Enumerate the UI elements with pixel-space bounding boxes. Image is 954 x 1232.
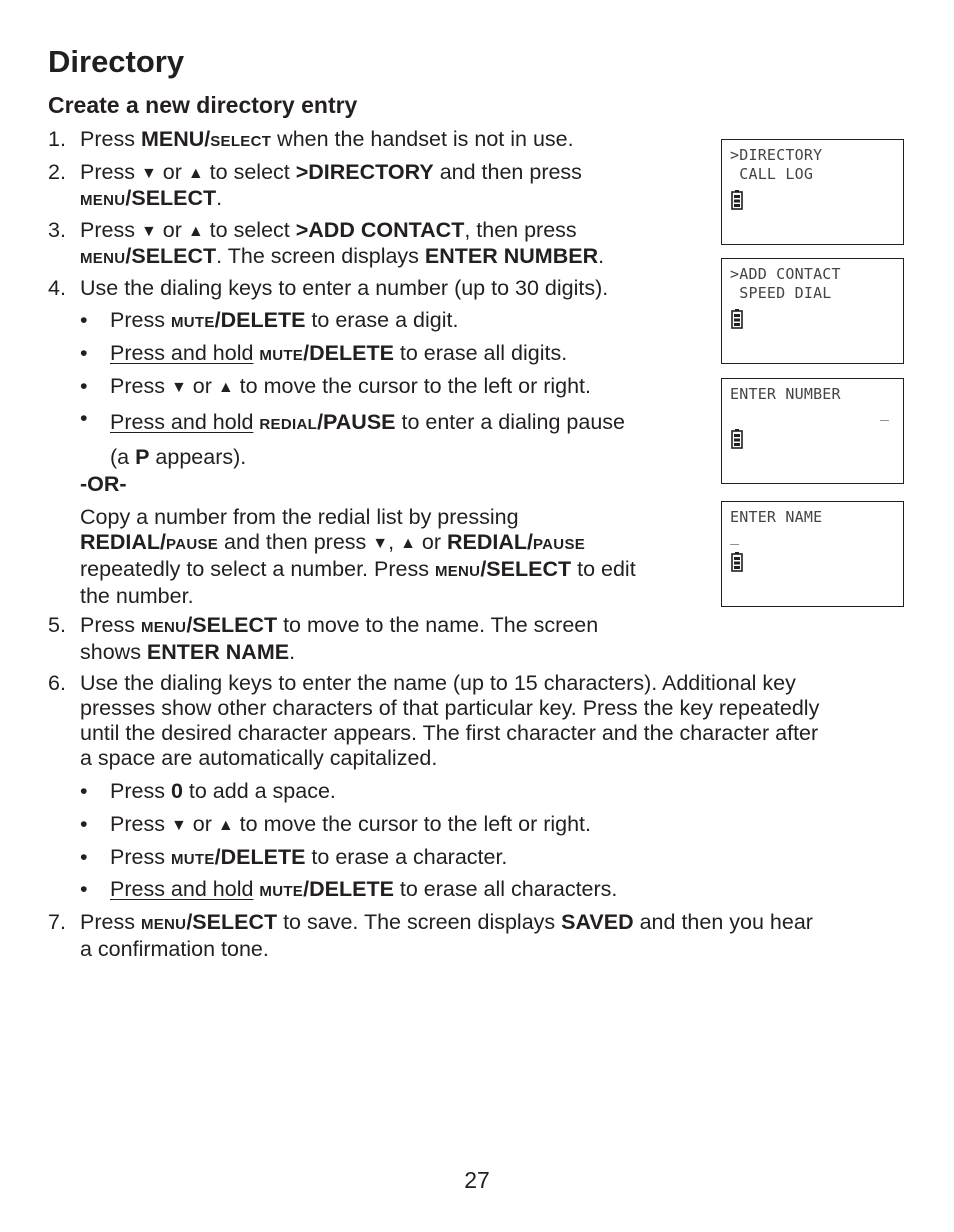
handset-screen-enter-number (721, 378, 904, 484)
step-3-text: Press ▼ or ▲ to select >ADD CONTACT, then press MENU/SELECT. The screen displays ENTER NUMBER. (80, 218, 605, 268)
step-4-text: Use the dialing keys to enter a number (up to 30 digits). (80, 276, 609, 300)
step-4-bullet-3: Press ▼ or ▲ to move the cursor to the left or right. (110, 374, 592, 398)
step-6-bullet-3: Press MUTE/DELETE to erase a character. (110, 845, 508, 869)
bullet: • (80, 845, 88, 869)
step-5-text: Press MENU/SELECT to move to the name. The screen shows ENTER NAME. (80, 613, 599, 664)
section-heading: Create a new directory entry (48, 92, 358, 118)
step-number: 3. (48, 218, 66, 242)
battery-icon (731, 190, 743, 210)
page-title: Directory (48, 44, 185, 79)
up-triangle-icon: ▲ (187, 165, 204, 182)
handset-screen-add-contact (721, 258, 904, 364)
step-number: 7. (48, 910, 66, 934)
step-number: 2. (48, 160, 66, 184)
screen-line: CALL LOG (730, 165, 814, 183)
bullet: • (80, 812, 88, 836)
screen-cursor: _ (879, 403, 889, 421)
step-number: 4. (48, 276, 66, 300)
step-4-bullet-2: Press and hold MUTE/DELETE to erase all digits. (110, 341, 568, 365)
bullet: • (80, 406, 88, 430)
down-triangle-icon: ▼ (170, 817, 187, 834)
or-separator: -OR- (80, 472, 127, 496)
step-6-text: Use the dialing keys to enter the name (up to 15 characters). Additional key presses show other characters of that particular key. Press the key repeatedly until the desired character appears. The first character and the character after a space are automatically capitalized. (80, 671, 820, 770)
bullet: • (80, 779, 88, 803)
step-7-text: Press MENU/SELECT to save. The screen displays SAVED and then you hear a confirmation tone. (80, 910, 813, 961)
down-triangle-icon: ▼ (140, 223, 157, 240)
battery-icon (731, 552, 743, 572)
step-4-alternative: Copy a number from the redial list by pressing REDIAL/PAUSE and then press ▼, ▲ or REDIAL/PAUSE repeatedly to select a number. Press MENU/SELECT to edit the number. (80, 505, 636, 608)
up-triangle-icon: ▲ (217, 379, 234, 396)
screen-line: ENTER NAME (730, 508, 823, 526)
step-number: 5. (48, 613, 66, 637)
bullet: • (80, 877, 88, 901)
down-triangle-icon: ▼ (372, 535, 389, 552)
bullet: • (80, 374, 88, 398)
down-triangle-icon: ▼ (170, 379, 187, 396)
screen-cursor: _ (730, 527, 740, 545)
up-triangle-icon: ▲ (400, 535, 416, 552)
battery-icon (731, 309, 743, 329)
step-6-bullet-2: Press ▼ or ▲ to move the cursor to the left or right. (110, 812, 592, 836)
battery-icon (731, 429, 743, 449)
up-triangle-icon: ▲ (217, 817, 234, 834)
handset-screen-directory (721, 139, 904, 245)
step-6-bullet-4: Press and hold MUTE/DELETE to erase all characters. (110, 877, 618, 901)
step-number: 6. (48, 671, 66, 695)
bullet: • (80, 341, 88, 365)
screen-line: >ADD CONTACT (730, 265, 841, 283)
down-triangle-icon: ▼ (140, 165, 157, 182)
step-6-bullet-1: Press 0 to add a space. (110, 779, 336, 803)
step-4-bullet-1: Press MUTE/DELETE to erase a digit. (110, 308, 459, 332)
up-triangle-icon: ▲ (187, 223, 204, 240)
step-4-bullet-4: Press and hold REDIAL/PAUSE to enter a dialing pause (a P appears). (110, 410, 626, 469)
screen-line: SPEED DIAL (730, 284, 832, 302)
step-1-text: Press MENU/SELECT when the handset is not in use. (80, 127, 574, 151)
page-number: 27 (464, 1167, 490, 1193)
step-number: 1. (48, 127, 66, 151)
screen-line: ENTER NUMBER (730, 385, 841, 403)
screen-line: >DIRECTORY (730, 146, 823, 164)
handset-screen-enter-name (721, 501, 904, 607)
step-2-text: Press ▼ or ▲ to select >DIRECTORY and then press MENU/SELECT. (80, 160, 582, 210)
bullet: • (80, 308, 88, 332)
